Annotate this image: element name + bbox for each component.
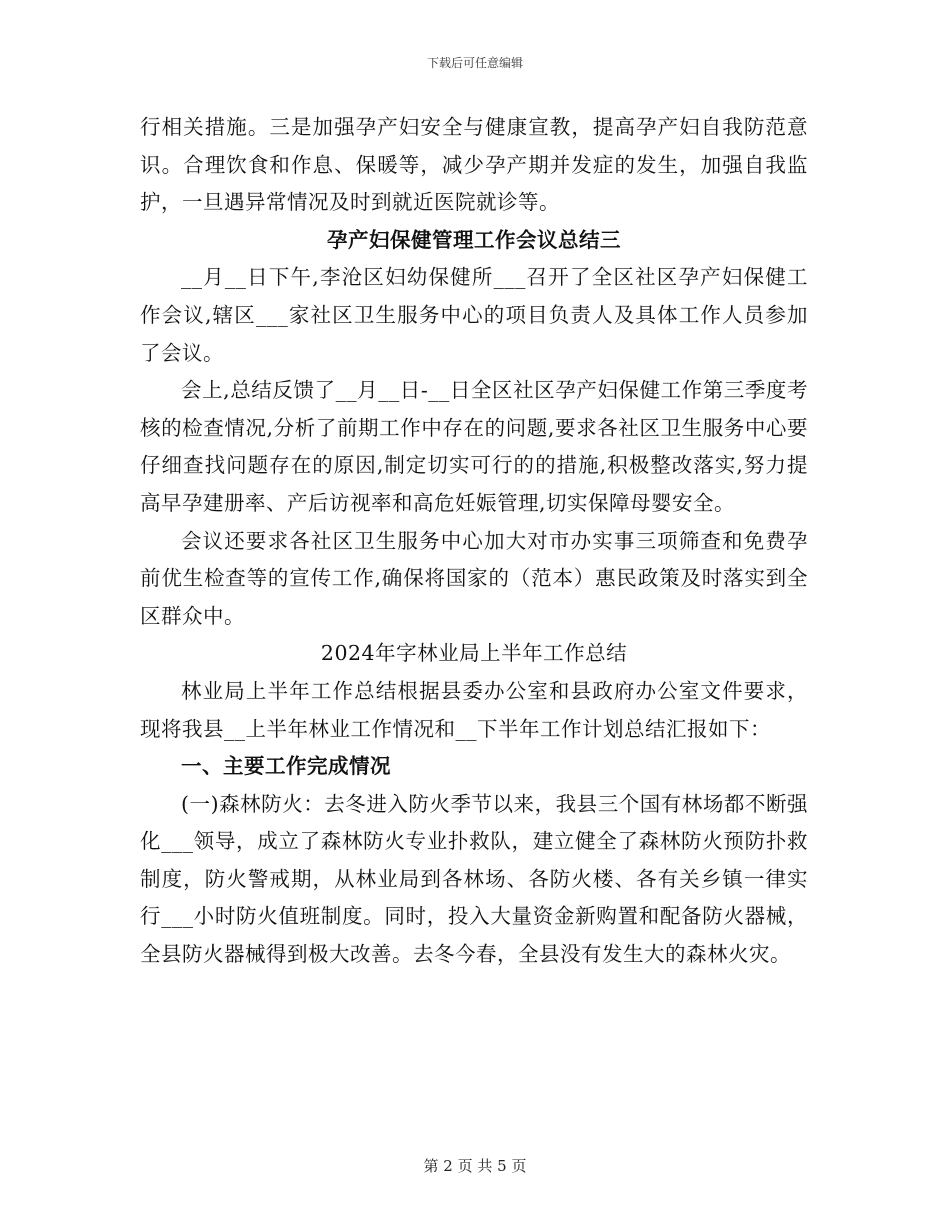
page-header: 下载后可任意编辑 [426,56,523,70]
paragraph: 会上,总结反馈了__月__日-__日全区社区孕产妇保健工作第三季度考核的检查情况,分析了前期工作中存在的问题,要求各社区卫生服务中心要仔细查找问题存在的原因,制定切实可行的的措施,积极整改落实,努力提高早孕建册率、产后访视率和高危妊娠管理,切实保障母婴安全。 [140,378,808,515]
paragraph: (一)森林防火：去冬进入防火季节以来，我县三个国有林场都不断强化___领导，成立了森林防火专业扑救队，建立健全了森林防火预防扑救制度，防火警戒期，从林业局到各林场、各防火楼、各有关乡镇一律实行___小时防火值班制度。同时，投入大量资金新购置和配备防火器械，全县防火器械得到极大改善。去冬今春，全县没有发生大的森林火灾。 [140,791,808,967]
continued-paragraph: 行相关措施。三是加强孕产妇安全与健康宣教，提高孕产妇自我防范意识。合理饮食和作息、保暖等，减少孕产期并发症的发生，加强自我监护，一旦遇异常情况及时到就近医院就诊等。 [140,115,808,215]
subheading: 一、主要工作完成情况 [181,754,391,779]
paragraph: 林业局上半年工作总结根据县委办公室和县政府办公室文件要求，现将我县__上半年林业工作情况和__下半年工作计划总结汇报如下： [140,678,808,741]
paragraph: 会议还要求各社区卫生服务中心加大对市办实事三项筛查和免费孕前优生检查等的宣传工作,确保将国家的（范本）惠民政策及时落实到全区群众中。 [140,528,808,628]
section-title-forestry-summary: 2024年字林业局上半年工作总结 [320,641,628,666]
paragraph: __月__日下午,李沧区妇幼保健所___召开了全区社区孕产妇保健工作会议,辖区___家社区卫生服务中心的项目负责人及具体工作人员参加了会议。 [140,265,808,365]
section-title-meeting-summary: 孕产妇保健管理工作会议总结三 [327,227,621,252]
page-number: 第 2 页 共 5 页 [423,1157,527,1175]
document-body [140,109,808,974]
